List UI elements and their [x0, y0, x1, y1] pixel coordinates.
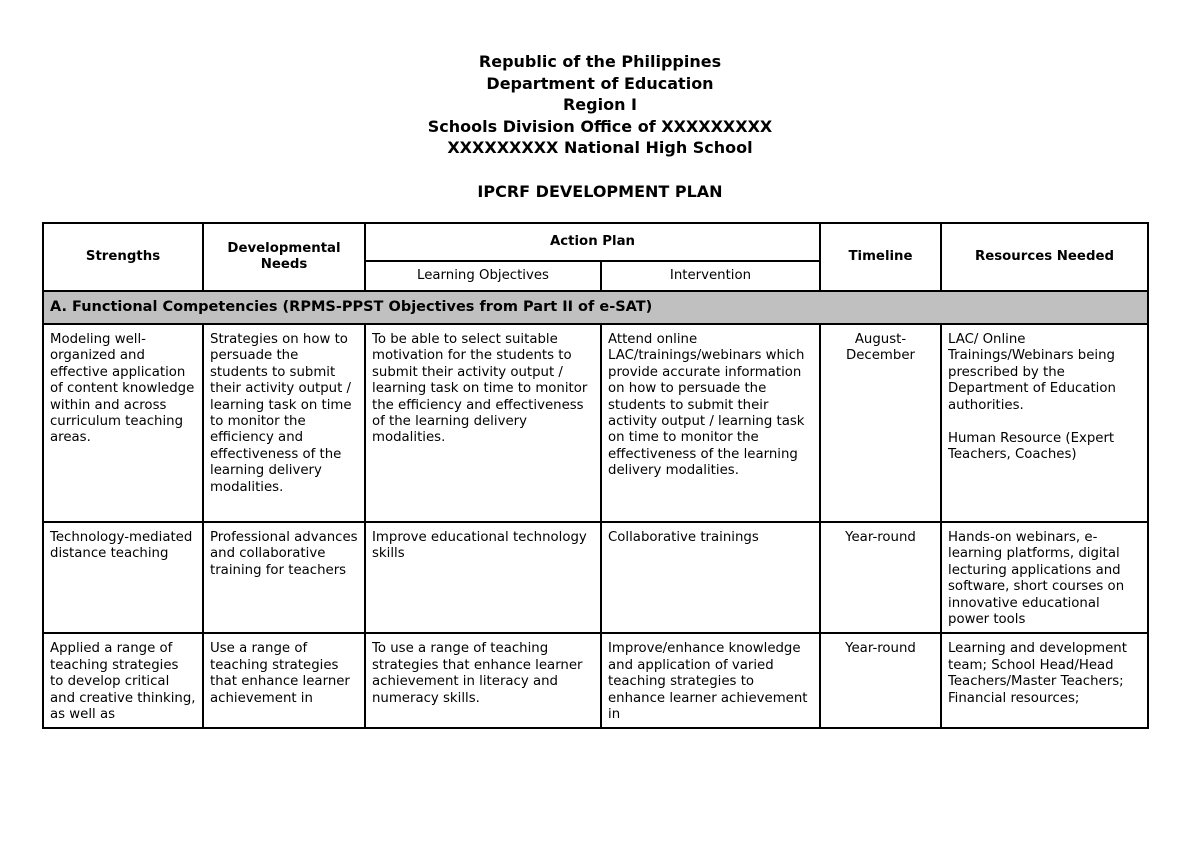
development-plan-table — [42, 222, 1149, 729]
table-row — [43, 324, 1148, 522]
cell-timeline: August-December — [820, 324, 941, 522]
section-row — [43, 291, 1148, 324]
resources-text-secondary: Human Resource (Expert Teachers, Coaches) — [948, 431, 1115, 463]
header-action-plan: Action Plan — [365, 223, 820, 261]
cell-learning-objectives: To use a range of teaching strategies that enhance learner achievement in literacy and numeracy skills. — [365, 633, 601, 728]
table-row — [43, 522, 1148, 633]
header-intervention: Intervention — [601, 261, 820, 291]
cell-intervention: Improve/enhance knowledge and application of varied teaching strategies to enhance learner achievement in — [601, 633, 820, 728]
header-region: Region I — [562, 95, 637, 114]
cell-timeline: Year-round — [820, 633, 941, 728]
cell-learning-objectives: To be able to select suitable motivation for the students to submit their activity output / learning task on time to monitor the efficiency and effectiveness of the learning delivery modalities. — [365, 324, 601, 522]
table-header-row — [43, 223, 1148, 261]
header-resources-needed: Resources Needed — [941, 223, 1148, 291]
cell-strengths: Applied a range of teaching strategies to develop critical and creative thinking, as well as — [43, 633, 203, 728]
cell-resources — [941, 324, 1148, 522]
header-strengths: Strengths — [43, 223, 203, 291]
cell-intervention: Attend online LAC/trainings/webinars which provide accurate information on how to persuade the students to submit their activity output / learning task on time to monitor the effectiveness of the learning delivery modalities. — [601, 324, 820, 522]
section-functional-competencies: A. Functional Competencies (RPMS-PPST Objectives from Part II of e-SAT) — [43, 291, 1148, 324]
table-row — [43, 633, 1148, 728]
document-title: IPCRF DEVELOPMENT PLAN — [477, 181, 723, 201]
header-timeline: Timeline — [820, 223, 941, 291]
cell-developmental-needs: Use a range of teaching strategies that enhance learner achievement in — [203, 633, 365, 728]
cell-resources: Hands-on webinars, e-learning platforms, digital lecturing applications and software, short courses on innovative educational power tools — [941, 522, 1148, 633]
header-developmental-needs: Developmental Needs — [203, 223, 365, 291]
cell-learning-objectives: Improve educational technology skills — [365, 522, 601, 633]
document-header — [0, 51, 1200, 202]
resources-text: LAC/ Online Trainings/Webinars being prescribed by the Department of Education authorities. — [948, 332, 1116, 413]
cell-resources: Learning and development team; School Head/Head Teachers/Master Teachers; Financial resources; — [941, 633, 1148, 728]
cell-timeline: Year-round — [820, 522, 941, 633]
header-republic: Republic of the Philippines — [478, 52, 722, 71]
cell-developmental-needs: Strategies on how to persuade the students to submit their activity output / learning task on time to monitor the efficiency and effectiveness of the learning delivery modalities. — [203, 324, 365, 522]
cell-intervention: Collaborative trainings — [601, 522, 820, 633]
header-learning-objectives: Learning Objectives — [365, 261, 601, 291]
header-division-office: Schools Division Office of XXXXXXXXX — [427, 116, 773, 136]
cell-strengths: Technology-mediated distance teaching — [43, 522, 203, 633]
cell-developmental-needs: Professional advances and collaborative training for teachers — [203, 522, 365, 633]
header-school: XXXXXXXXX National High School — [447, 138, 753, 157]
cell-strengths: Modeling well-organized and effective application of content knowledge within and across curriculum teaching areas. — [43, 324, 203, 522]
header-department: Department of Education — [486, 73, 714, 93]
